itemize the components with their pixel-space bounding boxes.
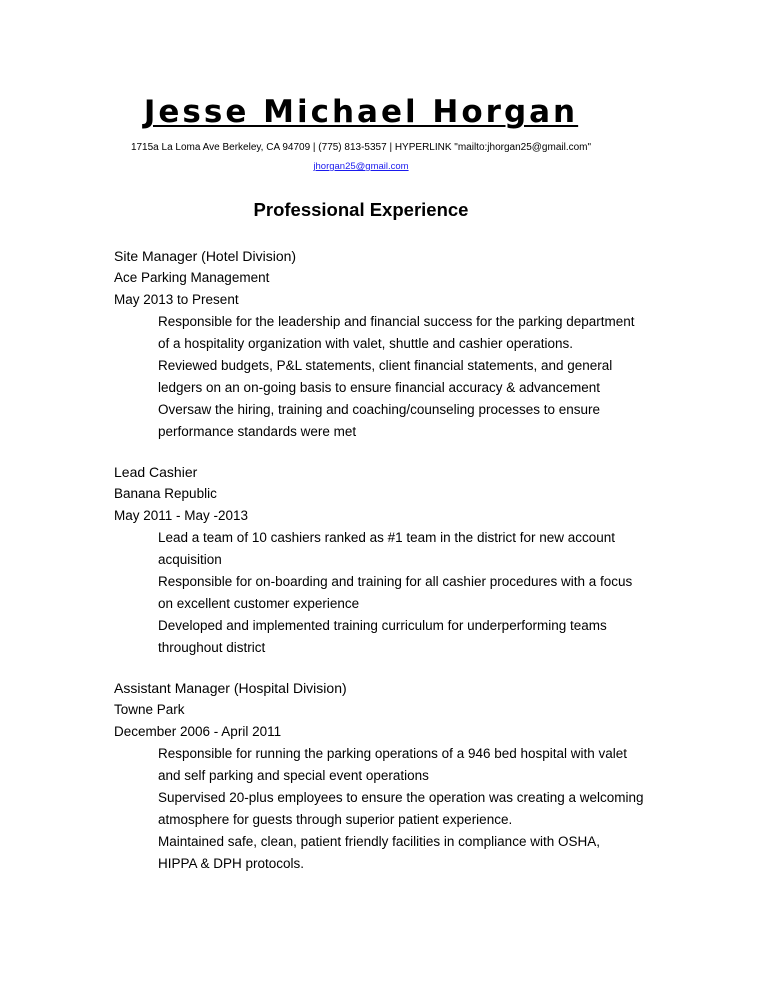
job-company: Towne Park [114, 702, 185, 717]
description-line: atmosphere for guests through superior patient experience. [158, 812, 513, 827]
email-link[interactable]: jhorgan25@gmail.com [313, 161, 409, 172]
description-line: Maintained safe, clean, patient friendly facilities in compliance with OSHA, [158, 834, 600, 849]
job-entry [114, 245, 714, 443]
description-line: and self parking and special event operations [158, 768, 429, 783]
job-company: Banana Republic [114, 486, 217, 501]
description-line: of a hospitality organization with valet, shuttle and cashier operations. [158, 336, 573, 351]
description-line: Responsible for the leadership and financial success for the parking department [158, 314, 635, 329]
description-line: performance standards were met [158, 424, 357, 439]
candidate-name: Jesse Michael Horgan [143, 94, 579, 130]
description-line: ledgers on an on-going basis to ensure financial accuracy & advancement [158, 380, 601, 395]
job-description [158, 743, 714, 875]
email-line [0, 161, 722, 172]
job-title: Site Manager (Hotel Division) [114, 248, 297, 264]
description-line: Oversaw the hiring, training and coaching/counseling processes to ensure [158, 402, 601, 417]
description-line: Supervised 20-plus employees to ensure the operation was creating a welcoming [158, 790, 644, 805]
description-line: throughout district [158, 640, 266, 655]
job-title: Lead Cashier [114, 464, 198, 480]
job-dates: May 2013 to Present [114, 292, 239, 307]
description-line: on excellent customer experience [158, 596, 360, 611]
job-entry [114, 461, 714, 659]
section-title: Professional Experience [253, 199, 469, 220]
job-description [158, 311, 714, 443]
description-line: Reviewed budgets, P&L statements, client financial statements, and general [158, 358, 613, 373]
job-dates: May 2011 - May -2013 [114, 508, 249, 523]
description-line: Responsible for running the parking operations of a 946 bed hospital with valet [158, 746, 628, 761]
job-entry [114, 677, 714, 875]
job-description [158, 527, 714, 659]
description-line: Lead a team of 10 cashiers ranked as #1 team in the district for new account [158, 530, 616, 545]
job-company: Ace Parking Management [114, 270, 270, 285]
job-dates: December 2006 - April 2011 [114, 724, 282, 739]
job-title: Assistant Manager (Hospital Division) [114, 680, 347, 696]
contact-line: 1715a La Loma Ave Berkeley, CA 94709 | (775) 813-5357 | HYPERLINK "mailto:jhorgan25@gmail.com" [130, 142, 592, 153]
description-line: Responsible for on-boarding and training for all cashier procedures with a focus [158, 574, 633, 589]
description-line: acquisition [158, 552, 222, 567]
description-line: Developed and implemented training curriculum for underperforming teams [158, 618, 607, 633]
description-line: HIPPA & DPH protocols. [158, 856, 305, 871]
